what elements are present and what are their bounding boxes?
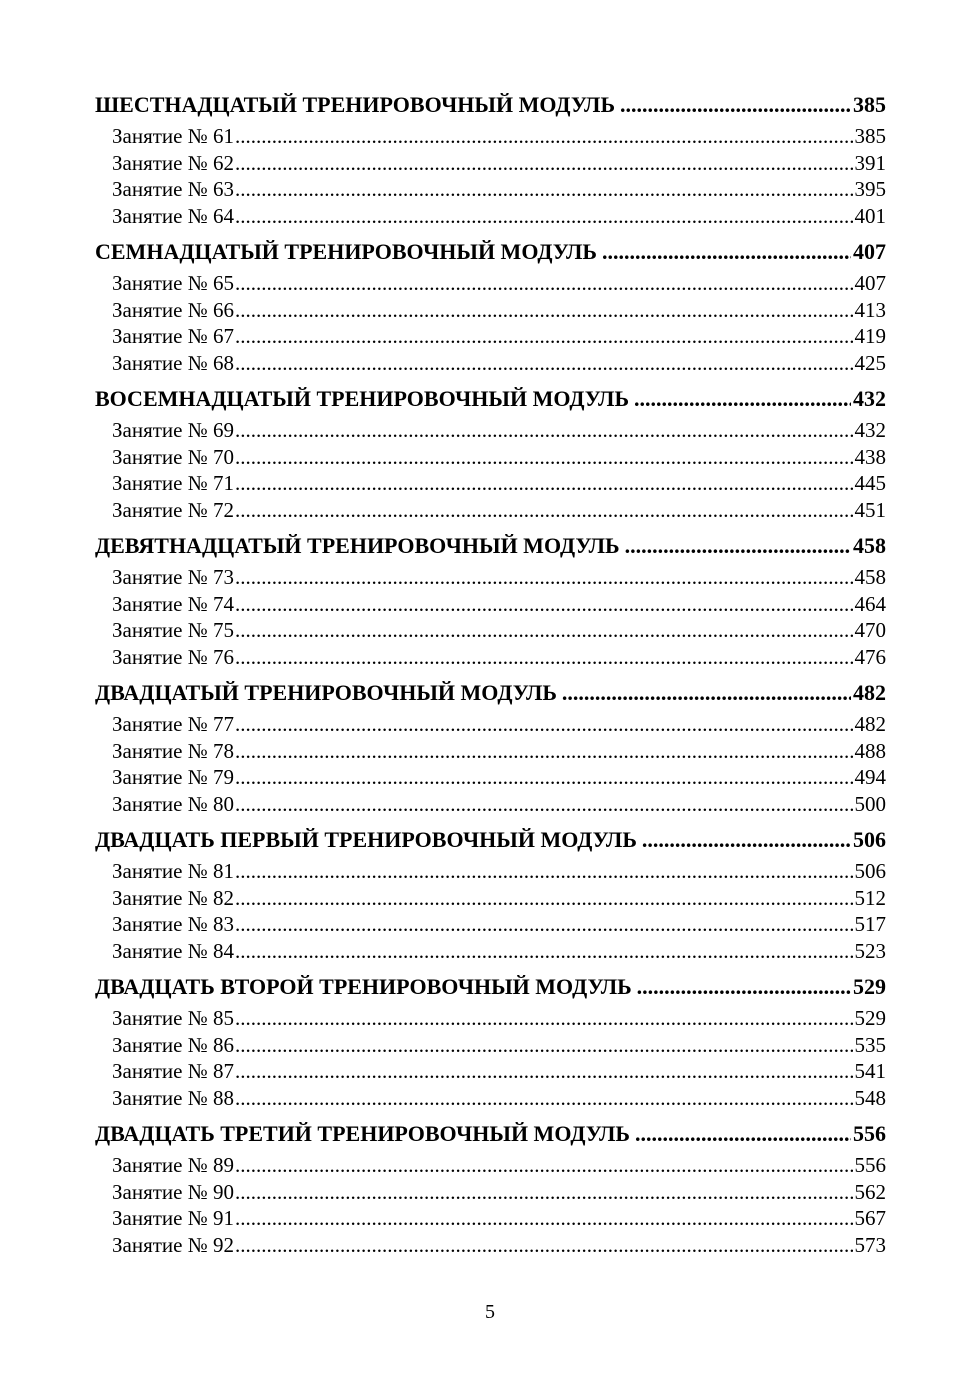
toc-module	[95, 532, 886, 670]
toc-module	[95, 385, 886, 523]
lesson-label: Занятие № 86	[112, 1032, 235, 1057]
lesson-entry[interactable]	[95, 176, 886, 203]
module-title: ДВАДЦАТЫЙ ТРЕНИРОВОЧНЫЙ МОДУЛЬ	[95, 680, 557, 705]
lesson-entry[interactable]	[95, 1179, 886, 1206]
lesson-entry[interactable]	[95, 1005, 886, 1032]
lesson-page-number: 425	[854, 350, 886, 375]
module-title: ШЕСТНАДЦАТЫЙ ТРЕНИРОВОЧНЫЙ МОДУЛЬ	[95, 92, 615, 117]
lesson-entry[interactable]	[95, 885, 886, 912]
lesson-label: Занятие № 82	[112, 885, 235, 910]
lesson-label: Занятие № 84	[112, 938, 235, 963]
toc-module	[95, 826, 886, 964]
lesson-entry[interactable]	[95, 323, 886, 350]
lesson-entry[interactable]	[95, 270, 886, 297]
lesson-page-number: 500	[854, 791, 886, 816]
module-page-number: 407	[853, 239, 886, 264]
lesson-entry[interactable]	[95, 764, 886, 791]
lesson-label: Занятие № 80	[112, 791, 235, 816]
lesson-label: Занятие № 78	[112, 738, 235, 763]
lesson-page-number: 470	[854, 618, 886, 642]
group-spacer	[95, 670, 886, 679]
lesson-label: Занятие № 79	[112, 765, 235, 789]
lesson-label: Занятие № 64	[112, 203, 235, 228]
dot-leader	[235, 617, 852, 644]
lesson-page-number: 445	[854, 471, 886, 495]
lesson-entry[interactable]	[95, 791, 886, 818]
lesson-entry[interactable]	[95, 617, 886, 644]
module-page-number: 432	[853, 386, 886, 411]
dot-leader	[235, 938, 852, 965]
lesson-page-number: 413	[854, 297, 886, 322]
lesson-label: Занятие № 62	[112, 150, 235, 175]
lesson-page-number: 407	[854, 271, 886, 295]
lesson-page-number: 385	[854, 124, 886, 148]
dot-leader	[235, 885, 852, 912]
dot-leader	[642, 826, 851, 854]
dot-leader	[235, 123, 852, 150]
lesson-page-number: 391	[854, 150, 886, 175]
lesson-page-number: 517	[854, 912, 886, 936]
dot-leader	[235, 1005, 852, 1032]
lesson-page-number: 535	[854, 1032, 886, 1057]
group-spacer	[95, 964, 886, 973]
group-spacer	[95, 1111, 886, 1120]
lesson-page-number: 432	[854, 418, 886, 442]
dot-leader	[235, 350, 852, 377]
lesson-entry[interactable]	[95, 644, 886, 671]
dot-leader	[562, 679, 851, 707]
dot-leader	[235, 270, 852, 297]
lesson-label: Занятие № 92	[112, 1232, 235, 1257]
lesson-label: Занятие № 81	[112, 859, 235, 883]
lesson-entry[interactable]	[95, 1205, 886, 1232]
group-spacer	[95, 523, 886, 532]
lesson-entry[interactable]	[95, 1032, 886, 1059]
module-page-number: 482	[853, 680, 886, 705]
module-title: ВОСЕМНАДЦАТЫЙ ТРЕНИРОВОЧНЫЙ МОДУЛЬ	[95, 386, 629, 411]
dot-leader	[235, 470, 852, 497]
lesson-page-number: 556	[854, 1153, 886, 1177]
lesson-entry[interactable]	[95, 858, 886, 885]
lesson-label: Занятие № 73	[112, 565, 235, 589]
lesson-label: Занятие № 71	[112, 471, 235, 495]
lesson-entry[interactable]	[95, 297, 886, 324]
group-spacer	[95, 229, 886, 238]
module-heading[interactable]	[95, 1120, 886, 1148]
toc-module	[95, 238, 886, 376]
module-page-number: 506	[853, 827, 886, 852]
lesson-entry[interactable]	[95, 444, 886, 471]
toc-module	[95, 973, 886, 1111]
dot-leader	[235, 444, 852, 471]
module-page-number: 385	[853, 92, 886, 117]
lesson-page-number: 458	[854, 565, 886, 589]
toc-module	[95, 91, 886, 229]
dot-leader	[235, 564, 852, 591]
dot-leader	[235, 176, 852, 203]
module-page-number: 458	[853, 533, 886, 558]
lesson-label: Занятие № 87	[112, 1059, 235, 1083]
dot-leader	[235, 1032, 852, 1059]
group-spacer	[95, 817, 886, 826]
lesson-entry[interactable]	[95, 711, 886, 738]
module-title: СЕМНАДЦАТЫЙ ТРЕНИРОВОЧНЫЙ МОДУЛЬ	[95, 239, 597, 264]
dot-leader	[235, 1058, 852, 1085]
lesson-label: Занятие № 89	[112, 1153, 235, 1177]
dot-leader	[634, 385, 851, 413]
dot-leader	[235, 644, 852, 671]
lesson-page-number: 395	[854, 177, 886, 201]
dot-leader	[620, 91, 851, 119]
dot-leader	[635, 1120, 851, 1148]
toc-module	[95, 679, 886, 817]
module-heading[interactable]	[95, 532, 886, 560]
lesson-label: Занятие № 63	[112, 177, 235, 201]
module-title: ДВАДЦАТЬ ПЕРВЫЙ ТРЕНИРОВОЧНЫЙ МОДУЛЬ	[95, 827, 637, 852]
dot-leader	[235, 1085, 852, 1112]
lesson-label: Занятие № 90	[112, 1179, 235, 1204]
lesson-entry[interactable]	[95, 350, 886, 377]
lesson-page-number: 401	[854, 203, 886, 228]
dot-leader	[235, 858, 852, 885]
lesson-entry[interactable]	[95, 938, 886, 965]
lesson-label: Занятие № 76	[112, 644, 235, 669]
lesson-label: Занятие № 74	[112, 591, 235, 616]
lesson-page-number: 438	[854, 444, 886, 469]
dot-leader	[235, 203, 852, 230]
lesson-entry[interactable]	[95, 1085, 886, 1112]
lesson-label: Занятие № 88	[112, 1085, 235, 1110]
dot-leader	[235, 1232, 852, 1259]
lesson-label: Занятие № 83	[112, 912, 235, 936]
lesson-label: Занятие № 91	[112, 1206, 235, 1230]
lesson-entry[interactable]	[95, 150, 886, 177]
lesson-entry[interactable]	[95, 738, 886, 765]
lesson-entry[interactable]	[95, 911, 886, 938]
lesson-page-number: 506	[854, 859, 886, 883]
dot-leader	[235, 497, 852, 524]
dot-leader	[235, 323, 852, 350]
lesson-label: Занятие № 77	[112, 712, 235, 736]
dot-leader	[235, 1152, 852, 1179]
lesson-page-number: 464	[854, 591, 886, 616]
lesson-page-number: 512	[854, 885, 886, 910]
dot-leader	[235, 911, 852, 938]
module-heading[interactable]	[95, 385, 886, 413]
module-page-number: 556	[853, 1121, 886, 1146]
module-heading[interactable]	[95, 826, 886, 854]
lesson-label: Занятие № 61	[112, 124, 235, 148]
lesson-entry[interactable]	[95, 470, 886, 497]
lesson-label: Занятие № 85	[112, 1006, 235, 1030]
lesson-page-number: 482	[854, 712, 886, 736]
lesson-label: Занятие № 70	[112, 444, 235, 469]
page-number: 5	[485, 1301, 495, 1323]
module-title: ДВАДЦАТЬ ВТОРОЙ ТРЕНИРОВОЧНЫЙ МОДУЛЬ	[95, 974, 632, 999]
dot-leader	[625, 532, 851, 560]
lesson-page-number: 529	[854, 1006, 886, 1030]
dot-leader	[602, 238, 851, 266]
lesson-entry[interactable]	[95, 123, 886, 150]
toc-module	[95, 1120, 886, 1258]
lesson-label: Занятие № 75	[112, 618, 235, 642]
dot-leader	[235, 791, 852, 818]
lesson-entry[interactable]	[95, 417, 886, 444]
lesson-page-number: 451	[854, 497, 886, 522]
group-spacer	[95, 376, 886, 385]
dot-leader	[235, 297, 852, 324]
dot-leader	[235, 711, 852, 738]
module-heading[interactable]	[95, 973, 886, 1001]
module-heading[interactable]	[95, 679, 886, 707]
lesson-label: Занятие № 67	[112, 324, 235, 348]
module-title: ДЕВЯТНАДЦАТЫЙ ТРЕНИРОВОЧНЫЙ МОДУЛЬ	[95, 533, 620, 558]
dot-leader	[235, 764, 852, 791]
lesson-page-number: 541	[854, 1059, 886, 1083]
dot-leader	[235, 591, 852, 618]
dot-leader	[235, 1205, 852, 1232]
lesson-page-number: 488	[854, 738, 886, 763]
dot-leader	[235, 1179, 852, 1206]
lesson-entry[interactable]	[95, 1058, 886, 1085]
lesson-page-number: 523	[854, 938, 886, 963]
lesson-entry[interactable]	[95, 497, 886, 524]
dot-leader	[235, 417, 852, 444]
lesson-label: Занятие № 69	[112, 418, 235, 442]
module-title: ДВАДЦАТЬ ТРЕТИЙ ТРЕНИРОВОЧНЫЙ МОДУЛЬ	[95, 1121, 630, 1146]
dot-leader	[235, 150, 852, 177]
lesson-page-number: 548	[854, 1085, 886, 1110]
lesson-label: Занятие № 68	[112, 350, 235, 375]
module-heading[interactable]	[95, 91, 886, 119]
lesson-entry[interactable]	[95, 564, 886, 591]
lesson-entry[interactable]	[95, 1152, 886, 1179]
dot-leader	[235, 738, 852, 765]
lesson-page-number: 573	[854, 1232, 886, 1257]
lesson-label: Занятие № 66	[112, 297, 235, 322]
lesson-entry[interactable]	[95, 203, 886, 230]
lesson-label: Занятие № 65	[112, 271, 235, 295]
lesson-page-number: 419	[854, 324, 886, 348]
lesson-page-number: 494	[854, 765, 886, 789]
dot-leader	[637, 973, 851, 1001]
lesson-page-number: 476	[854, 644, 886, 669]
lesson-page-number: 562	[854, 1179, 886, 1204]
lesson-label: Занятие № 72	[112, 497, 235, 522]
lesson-entry[interactable]	[95, 1232, 886, 1259]
lesson-page-number: 567	[854, 1206, 886, 1230]
module-page-number: 529	[853, 974, 886, 999]
lesson-entry[interactable]	[95, 591, 886, 618]
table-of-contents	[95, 91, 886, 1258]
module-heading[interactable]	[95, 238, 886, 266]
